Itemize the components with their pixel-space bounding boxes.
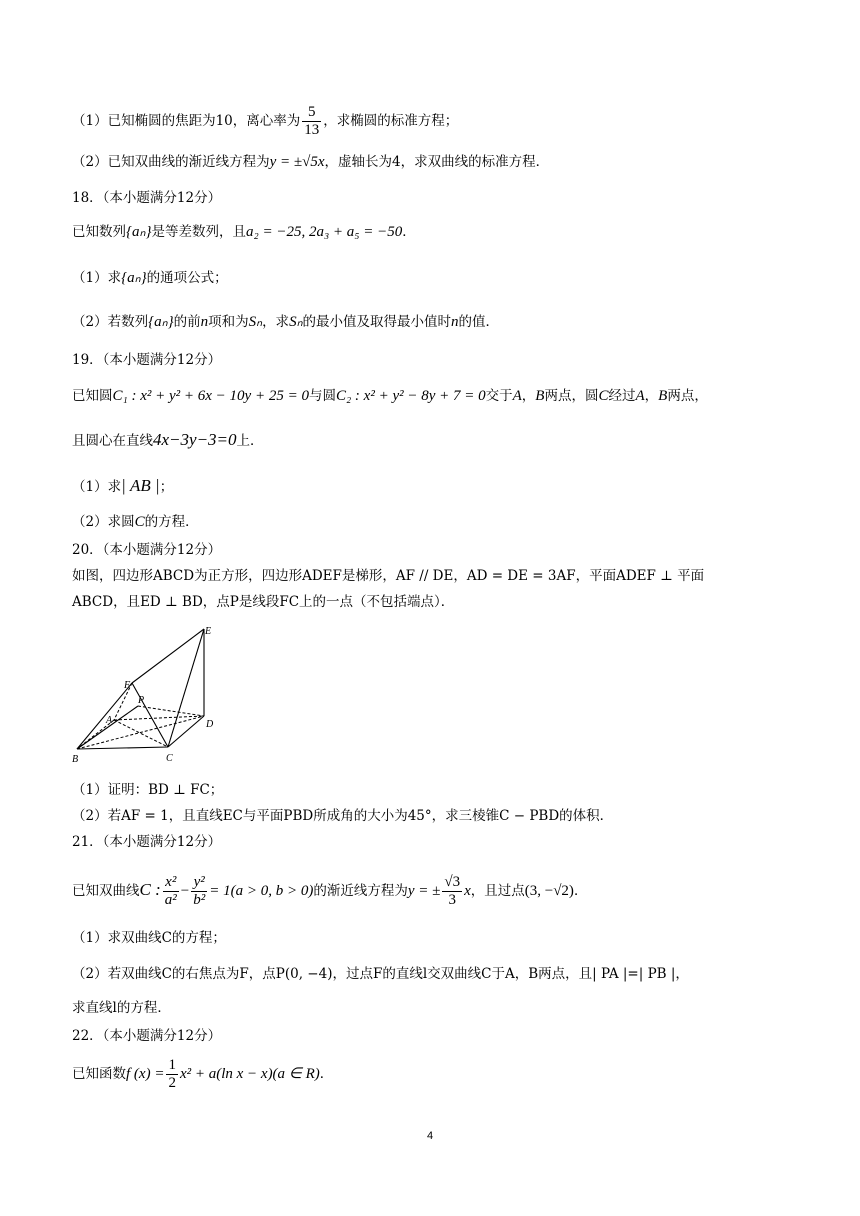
q17-part2 [72,152,800,172]
q21-part2-line2: 求直线l的方程． [72,1000,171,1016]
q20-stem-line1: 如图，四边形ABCD为正方形，四边形ADEF是梯形，AF // DE，AD = DE = 3AF，平面ADEF ⊥ 平面 [72,568,705,584]
fraction-numerator: 1 [168,1057,176,1073]
circle-c2-equation: C₂ : x² + y² − 8y + 7 = 0 [335,388,486,404]
q18-part1 [72,268,800,288]
function-f: f (x) = [126,1066,165,1082]
edge-bc [77,747,168,749]
point-b: B [658,388,668,404]
point-b: B [535,388,545,404]
q20-part2: （2）若AF = 1，且直线EC与平面PBD所成角的大小为45°，求三棱锥C − PBD的体积． [72,808,614,824]
sequence-symbol: {aₙ} [126,224,152,240]
point-a: A [512,388,522,404]
fraction-denominator: 3 [442,891,462,909]
q18-part2-text-4: ，求 [262,314,290,330]
q19-text-3: 交于 [485,388,513,404]
q22-text-end: ． [319,1066,334,1082]
label-f: F [124,680,131,691]
q19-part1 [72,476,800,497]
sequence-symbol: {aₙ} [121,270,147,286]
q20-stem-line2: ABCD，且ED ⊥ BD，点P是线段FC上的一点（不包括端点）． [72,594,455,610]
page-number: 4 [426,1130,434,1142]
x-squared-fraction [163,874,179,909]
q21-text-4: ． [573,883,588,899]
variable-x: x [464,883,471,899]
q19-text: 已知圆 [72,388,113,404]
q17-part2-text-end: ，虚轴长为4，求双曲线的标准方程． [324,154,550,170]
q17-part1-text-end: ，求椭圆的标准方程； [323,113,459,129]
q19-text-6: 经过 [608,388,636,404]
q18-stem-text-3: ． [402,224,416,240]
point-coordinates: (3, −√2) [524,883,574,899]
asymptote-equation: y = ±√5x [269,154,325,170]
partial-sum-symbol: Sₙ [248,314,263,330]
q17-part2-text: （2）已知双曲线的渐近线方程为 [72,154,270,170]
q21-part1: （1）求双曲线C的方程； [72,930,226,946]
circle-c1-equation: C₁ : x² + y² + 6x − 10y + 25 = 0 [112,388,309,404]
fraction-numerator: x² [165,874,177,890]
label-c: C [166,753,173,764]
q18-part2-text-5: 的最小值及取得最小值时 [302,314,452,330]
fraction-numerator: y² [193,874,205,890]
fraction-denominator: 13 [304,122,320,138]
q19-text-5: 两点，圆 [544,388,599,404]
q17-part1 [72,104,800,139]
one-half-fraction [166,1057,178,1092]
sequence-condition: a₂ = −25, 2a₃ + a₅ = −50 [245,224,403,240]
q19-text-2: 与圆 [308,388,336,404]
q18-part2 [72,312,800,332]
q19-part2 [72,512,800,532]
variable-n: n [200,314,209,330]
q20-heading: 20．（本小题满分12分） [72,542,222,558]
q21-text-3: ，且过点 [470,883,525,899]
q19-line2-text-end: 上． [236,433,264,449]
asymptote-lhs: y = ± [407,883,441,899]
q19-part2-text-end: 的方程． [144,514,199,530]
q18-stem-text: 已知数列 [72,224,126,240]
eccentricity-fraction [302,104,321,139]
q18-heading: 18．（本小题满分12分） [72,190,222,206]
label-a: A [106,715,113,726]
variable-n: n [451,314,459,330]
q22-heading: 22．（本小题满分12分） [72,1028,222,1044]
q21-text-2: 的渐近线方程为 [313,883,408,899]
q19-text-4: ， [521,388,536,404]
minus-sign: − [180,883,190,899]
q22-text: 已知函数 [72,1066,126,1082]
fraction-denominator: 2 [168,1075,176,1091]
point-a: A [635,388,645,404]
q19-part1-text-end: ； [159,479,174,495]
q18-part2-text-3: 项和为 [208,314,249,330]
sqrt3-over-3-fraction [442,874,462,909]
q18-part2-text: （2）若数列 [72,314,149,330]
q18-part2-text-2: 的前 [173,314,201,330]
fraction-numerator: √3 [444,874,461,890]
q19-stem-line2 [72,430,800,451]
label-p: P [138,695,145,706]
q19-text-8: 两点， [667,388,708,404]
q18-stem [72,222,800,242]
circle-c: C [598,388,609,404]
edge-ce [168,629,204,747]
q21-text: 已知双曲线 [72,883,140,899]
fraction-numerator: 5 [308,104,316,120]
q18-stem-text-2: 是等差数列，且 [151,224,246,240]
q19-part2-text: （2）求圆 [72,514,135,530]
q21-stem [72,862,800,919]
q22-stem [72,1052,800,1096]
hyperbola-condition: = 1(a > 0, b > 0) [209,883,314,899]
q19-heading: 19．（本小题满分12分） [72,352,222,368]
fraction-denominator: b² [193,892,206,908]
label-e: E [205,626,212,637]
label-d: D [206,719,214,730]
q21-heading: 21．（本小题满分12分） [72,834,222,850]
q19-line2-text: 且圆心在直线 [72,433,153,449]
q18-part1-text-end: 的通项公式； [146,270,228,286]
y-squared-fraction [191,874,207,909]
circle-c: C [134,514,145,530]
chord-length-ab: | AB | [121,476,160,495]
partial-sum-symbol: Sₙ [289,314,303,330]
q21-part2-line1: （2）若双曲线C的右焦点为F，点P(0, −4)，过点F的直线l交双曲线C于A，B两点，且| PA |=| PB |， [72,966,689,982]
q19-stem-line1 [72,386,800,406]
q20-part1: （1）证明：BD ⊥ FC； [72,782,224,798]
edge-fc [132,683,168,747]
q17-part1-text: （1）已知椭圆的焦距为10，离心率为 [72,113,301,129]
geometry-figure [72,622,222,764]
hyperbola-c: C : [139,880,161,899]
label-b: B [72,754,79,764]
q18-part1-text: （1）求 [72,270,122,286]
edge-fe [132,629,204,683]
sequence-symbol: {aₙ} [148,314,174,330]
function-expression: x² + a(ln x − x)(a ∈ R) [179,1066,320,1082]
q18-part2-text-6: 的值． [458,314,500,330]
center-line-equation: 4x−3y−3=0 [153,430,237,449]
fraction-denominator: a² [164,892,177,908]
q19-part1-text: （1）求 [72,479,122,495]
q19-text-7: ， [644,388,659,404]
